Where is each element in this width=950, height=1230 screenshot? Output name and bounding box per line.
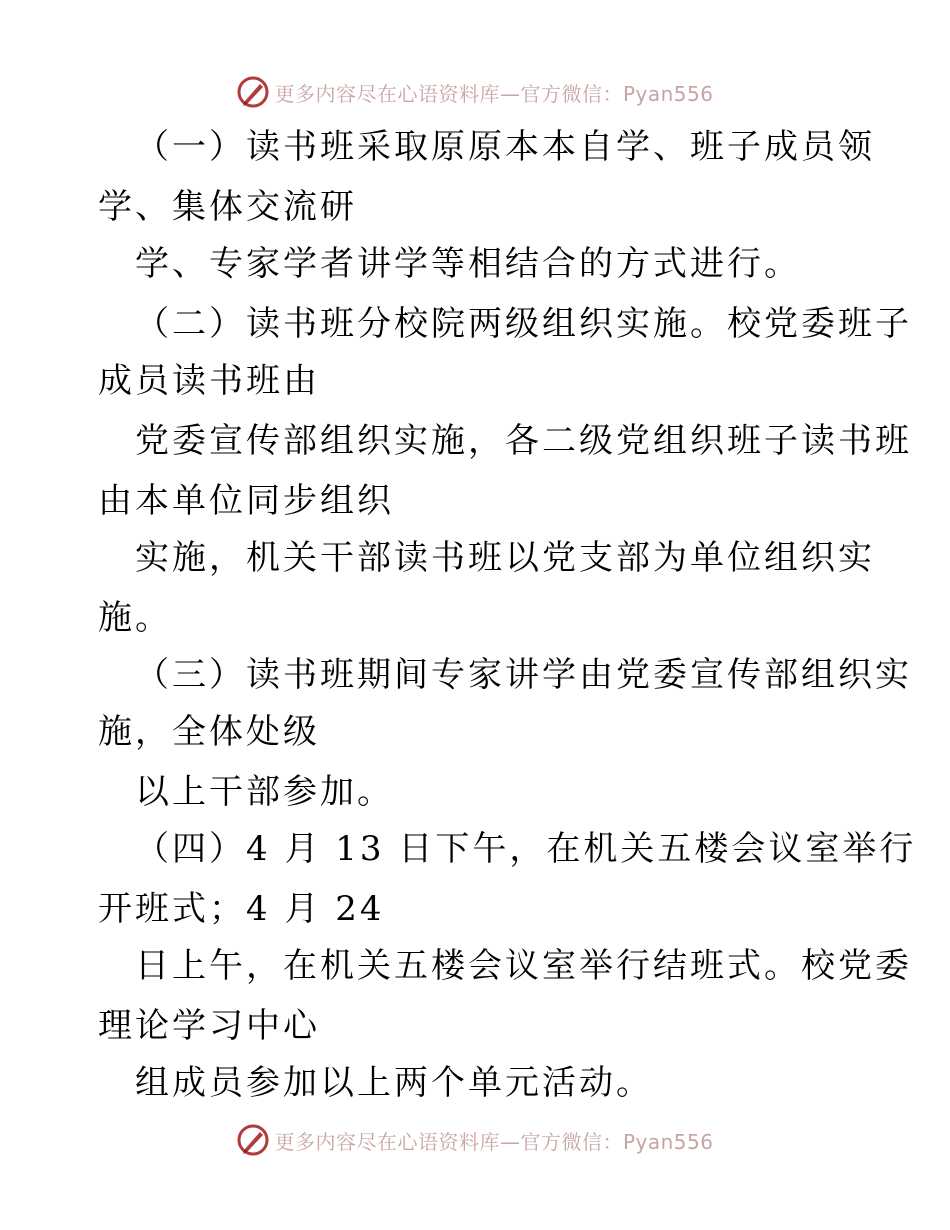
quill-logo-icon [236,75,270,109]
watermark-footer [0,1120,950,1160]
body-line: （二）读书班分校院两级组织实施。校党委班子 [135,304,912,344]
watermark-header [0,72,950,112]
body-line: （一）读书班采取原原本本自学、班子成员领 [135,127,875,167]
body-line: 成员读书班由 [98,361,320,401]
body-line: 由本单位同步组织 [98,481,394,521]
body-line: 开班式；4 月 24 [98,889,385,929]
body-line: 党委宣传部组织实施，各二级党组织班子读书班 [135,421,912,461]
body-line: 学、专家学者讲学等相结合的方式进行。 [135,244,801,284]
body-line: 学、集体交流研 [98,187,357,227]
body-line: 实施，机关干部读书班以党支部为单位组织实 [135,538,875,578]
body-line: 理论学习中心 [98,1006,320,1046]
body-line: 施。 [98,598,172,638]
body-line: （三）读书班期间专家讲学由党委宣传部组织实 [135,655,912,695]
watermark-text: 更多内容尽在心语资料库—官方微信：Pyan556 [274,1129,714,1154]
body-line: 以上干部参加。 [135,772,394,812]
body-line: 日上午，在机关五楼会议室举行结班式。校党委 [135,946,912,986]
body-line: 组成员参加以上两个单元活动。 [135,1063,653,1103]
quill-logo-icon [236,1123,270,1157]
watermark-text: 更多内容尽在心语资料库—官方微信：Pyan556 [274,81,714,106]
body-line: （四）4 月 13 日下午，在机关五楼会议室举行 [135,829,917,869]
body-line: 施，全体处级 [98,712,320,752]
